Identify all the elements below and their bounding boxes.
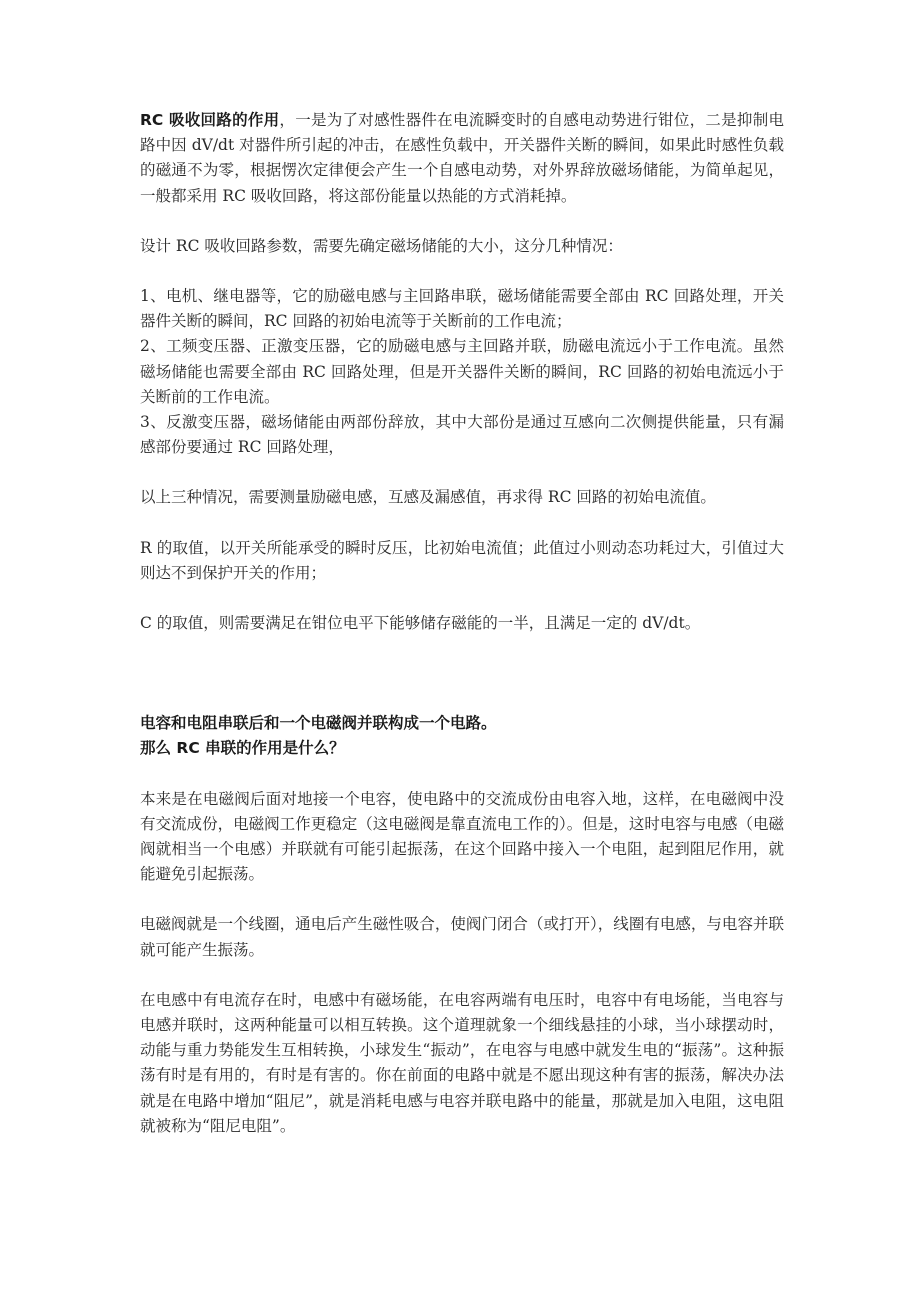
paragraph-spacer [140,963,784,988]
paragraph-answer-2: 电磁阀就是一个线圈，通电后产生磁性吸合，使阀门闭合（或打开），线圈有电感，与电容并联就可能产生振荡。 [140,915,784,959]
paragraph-spacer [140,209,784,234]
paragraph-design-intro: 设计 RC 吸收回路参数，需要先确定磁场储能的大小，这分几种情况： [140,236,623,255]
paragraph-answer-1: 本来是在电磁阀后面对地接一个电容，使电路中的交流成份由电容入地，这样，在电磁阀中没有交流成份，电磁阀工作更稳定（这电磁阀是靠直流电工作的）。但是，这时电容与电感（电磁阀就相当一个电感）并联就有可能引起振荡，在这个回路中接入一个电阻，起到阻尼作用，就能避免引起振荡。 [140,789,784,884]
paragraph-r-value: R 的取值，以开关所能承受的瞬时反压，比初始电流值；此值过小则动态功耗过大，引值过大则达不到保护开关的作用； [140,538,784,582]
paragraph-summary: 以上三种情况，需要测量励磁电感，互感及漏感值，再求得 RC 回路的初始电流值。 [140,488,716,507]
section-spacer [140,636,784,686]
document-page [140,108,784,1139]
paragraph-spacer [140,586,784,611]
paragraph-answer-3: 在电感中有电流存在时，电感中有磁场能，在电容两端有电压时，电容中有电场能，当电容与电感并联时，这两种能量可以相互转换。这个道理就象一个细线悬挂的小球，当小球摆动时，动能与重力势能发生互相转换，小球发生“振动”，在电容与电感中就发生电的“振荡”。这种振荡有时是有用的，有时是有害的。你在前面的电路中就是不愿出现这种有害的振荡，解决办法就是在电路中增加“阻尼”，就是消耗电感与电容并联电路中的能量，那就是加入电阻，这电阻就被称为“阻尼电阻”。 [140,990,784,1135]
list-item-case-2: 2、工频变压器、正激变压器，它的励磁电感与主回路并联，励磁电流远小于工作电流。虽然磁场储能也需要全部由 RC 回路处理，但是开关器件关断的瞬间，RC 回路的初始电流远小于关断前的工作电流。 [140,337,784,406]
question-heading-line-2: 那么 RC 串联的作用是什么？ [140,739,345,758]
paragraph-spacer [140,259,784,284]
question-heading-line-1: 电容和电阻串联后和一个电磁阀并联构成一个电路。 [140,714,497,733]
paragraph-spacer [140,460,784,485]
list-item-case-3: 3、反激变压器，磁场储能由两部份辞放，其中大部份是通过互感向二次侧提供能量，只有漏感部份要通过 RC 回路处理， [140,413,784,457]
rc-function-text: ，一是为了对感性器件在电流瞬变时的自感电动势进行钳位，二是抑制电路中因 dV/dt 对器件所引起的冲击，在感性负载中，开关器件关断的瞬间，如果此时感性负载的磁通不为零，根据愣次定律便会产生一个自感电动势，对外界辞放磁场储能，为简单起见，一般都采用 RC 吸收回路，将这部份能量以热能的方式消耗掉。 [140,111,784,205]
paragraph-spacer [140,887,784,912]
rc-function-term: RC 吸收回路的作用 [140,111,280,129]
paragraph-c-value: C 的取值，则需要满足在钳位电平下能够储存磁能的一半，且满足一定的 dV/dt。 [140,614,701,633]
paragraph-spacer [140,762,784,787]
section-spacer [140,686,784,711]
list-item-case-1: 1、电机、继电器等，它的励磁电感与主回路串联，磁场储能需要全部由 RC 回路处理，开关器件关断的瞬间，RC 回路的初始电流等于关断前的工作电流； [140,287,784,331]
paragraph-rc-function [140,108,784,209]
paragraph-spacer [140,511,784,536]
